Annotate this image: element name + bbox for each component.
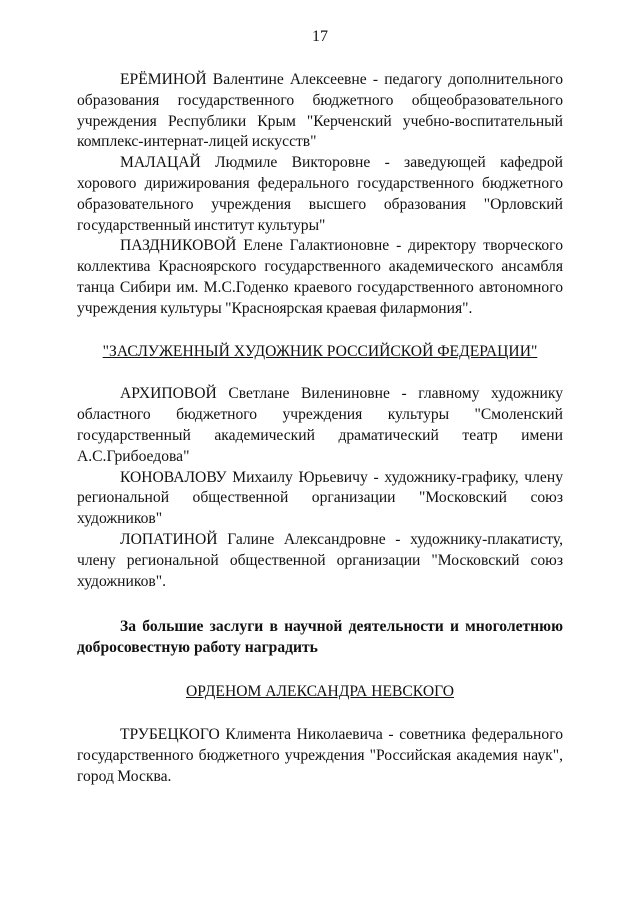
section-title-order-nevsky: ОРДЕНОМ АЛЕКСАНДРА НЕВСКОГО [186, 683, 454, 701]
section-title-honored-artist: "ЗАСЛУЖЕННЫЙ ХУДОЖНИК РОССИЙСКОЙ ФЕДЕРАЦИИ" [102, 342, 538, 360]
award-entry: АРХИПОВОЙ Светлане Вилениновне - главному художнику областного бюджетного учреждения культуры "Смоленский государственный академический драматический театр имени А.С.Грибоедова" [77, 385, 563, 465]
award-entry: МАЛАЦАЙ Людмиле Викторовне - заведующей кафедрой хорового дирижирования федерального государственного бюджетного образовательного учреждения высшего образования "Орловский государственный институт культуры" [77, 154, 563, 234]
award-statement: За большие заслуги в научной деятельности и многолетнюю добросовестную работу наградить [77, 618, 563, 657]
document-body [77, 70, 563, 788]
award-entry: ПАЗДНИКОВОЙ Елене Галактионовне - директору творческого коллектива Красноярского государственного академического ансамбля танца Сибири им. М.С.Годенко краевого государственного автономного учреждения культуры "Красноярская краевая филармония". [77, 237, 563, 317]
award-entry: ЕРЁМИНОЙ Валентине Алексеевне - педагогу дополнительного образования государственного бюджетного общеобразовательного учреждения Республики Крым "Керченский учебно-воспитательный комплекс-интернат-лицей искусств" [77, 71, 563, 151]
page-number: 17 [312, 28, 328, 45]
award-entry: ЛОПАТИНОЙ Галине Александровне - художнику-плакатисту, члену региональной общественной организации "Московский союз художников". [77, 530, 563, 590]
award-entry: ТРУБЕЦКОГО Климента Николаевича - советника федерального государственного бюджетного учреждения "Российская академия наук", город Москва. [77, 726, 563, 785]
award-entry: КОНОВАЛОВУ Михаилу Юрьевичу - художнику-графику, члену региональной общественной организации "Московский союз художников" [77, 468, 563, 528]
